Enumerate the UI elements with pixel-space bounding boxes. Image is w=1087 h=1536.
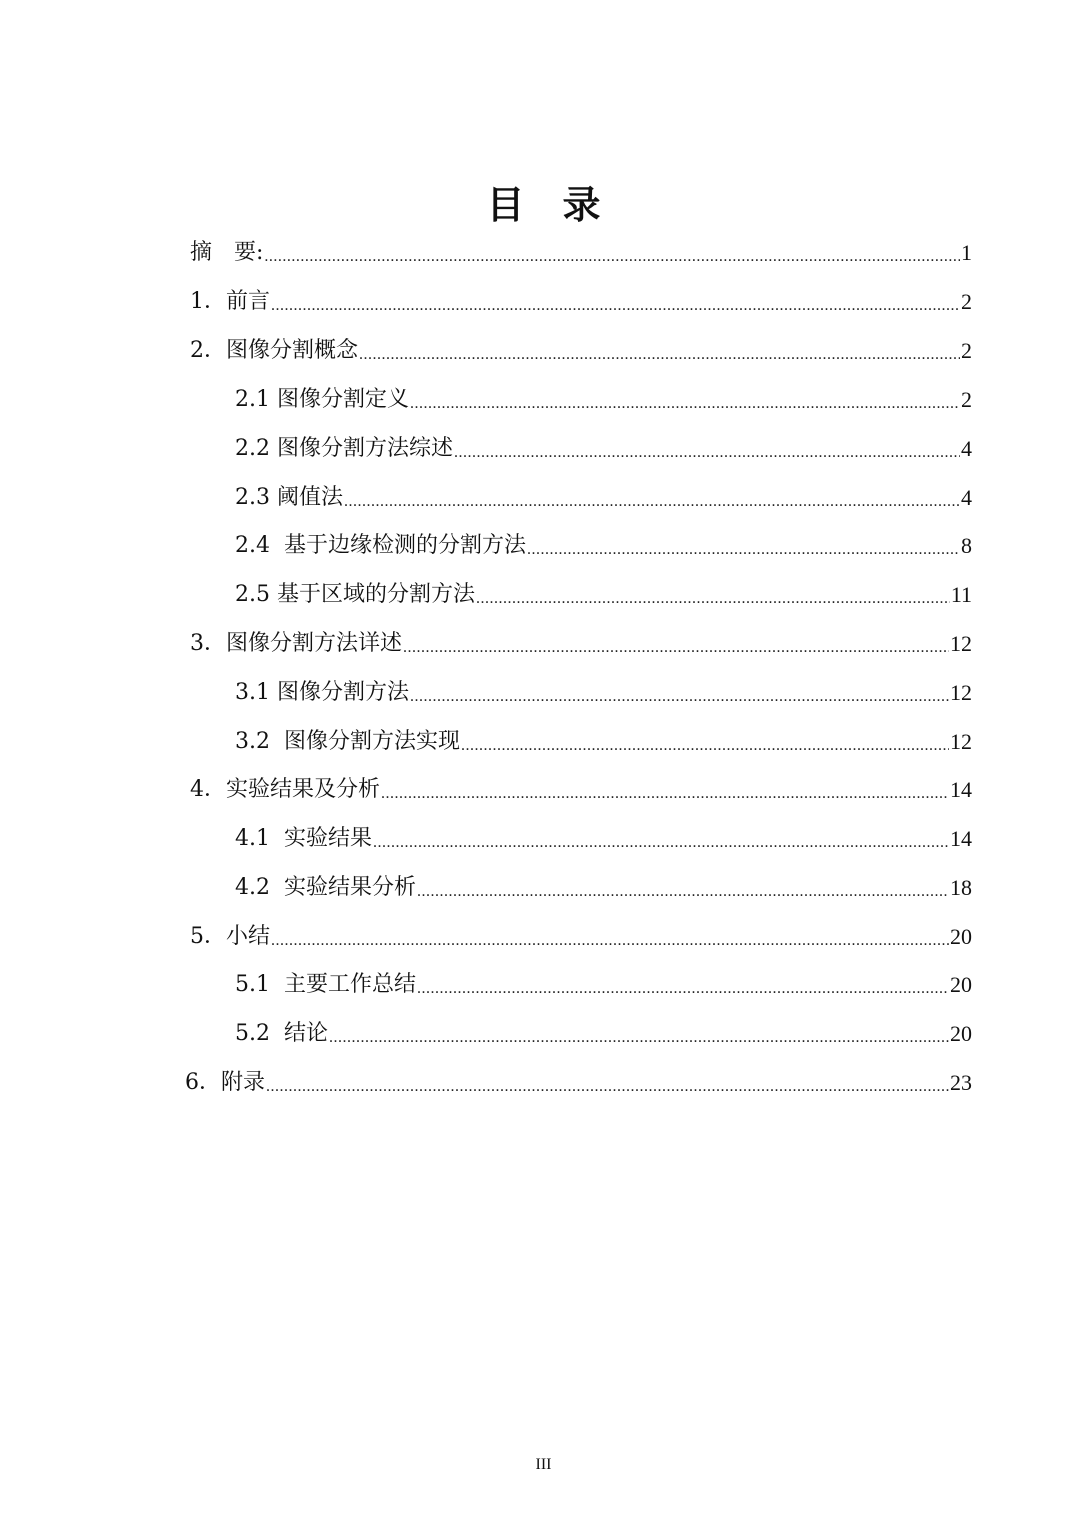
toc-entry-6[interactable] (185, 1059, 972, 1107)
toc-entry-page: 12 (950, 631, 972, 656)
toc-entry-page: 1 (961, 240, 972, 265)
toc-entry-2-3[interactable] (235, 474, 972, 522)
toc-entry-1[interactable] (190, 278, 972, 326)
toc-entry-page: 14 (950, 777, 972, 802)
toc-entry-3[interactable] (190, 620, 972, 668)
toc-entry-label: 4.2 实验结果分析 (235, 875, 416, 900)
toc-entry-4-1[interactable] (235, 815, 972, 863)
dot-leader (403, 620, 949, 668)
toc-entry-page: 8 (961, 533, 972, 558)
toc-entry-label: 3.2 图像分割方法实现 (235, 729, 460, 754)
toc-entry-page: 2 (961, 387, 972, 412)
dot-leader (271, 278, 960, 326)
dot-leader (410, 669, 949, 717)
dot-leader (329, 1010, 949, 1058)
toc-entry-page: 14 (950, 826, 972, 851)
toc-entry-4[interactable] (190, 766, 972, 814)
toc-entry-page: 2 (961, 289, 972, 314)
page-number: III (535, 1456, 552, 1473)
toc-entry-5-2[interactable] (235, 1010, 972, 1058)
toc-entry-label: 5．小结 (190, 924, 270, 949)
toc-entry-label: 3.1 图像分割方法 (235, 680, 409, 705)
toc-entry-label: 2.1 图像分割定义 (235, 387, 409, 412)
toc-entry-page: 4 (961, 436, 972, 461)
dot-leader (461, 718, 949, 766)
toc-entry-label: 5.1 主要工作总结 (235, 972, 416, 997)
dot-leader (527, 522, 960, 570)
dot-leader (476, 571, 950, 619)
toc-entry-page: 23 (950, 1070, 972, 1095)
dot-leader (417, 961, 949, 1009)
toc-entry-2-5[interactable] (235, 571, 972, 619)
toc-entry-label: 3．图像分割方法详述 (190, 631, 402, 656)
toc-entry-label: 摘 要: (190, 240, 264, 265)
dot-leader (373, 815, 949, 863)
toc-entry-label: 4．实验结果及分析 (190, 777, 380, 802)
toc-entry-4-2[interactable] (235, 864, 972, 912)
toc-entry-label: 2.4 基于边缘检测的分割方法 (235, 533, 526, 558)
dot-leader (271, 913, 949, 961)
toc-entry-label: 2.3 阈值法 (235, 485, 343, 510)
toc-entry-5[interactable] (190, 913, 972, 961)
toc-entry-3-1[interactable] (235, 669, 972, 717)
toc-entry-label: 1．前言 (190, 289, 270, 314)
toc-entry-page: 12 (950, 729, 972, 754)
toc-entry-page: 11 (950, 582, 972, 607)
dot-leader (417, 864, 949, 912)
dot-leader (264, 229, 960, 277)
toc-entry-label: 6．附录 (185, 1070, 265, 1095)
toc-entry-2-4[interactable] (235, 522, 972, 570)
dot-leader (359, 327, 960, 375)
toc-entry-page: 12 (950, 680, 972, 705)
toc-entry-2-1[interactable] (235, 376, 972, 424)
toc-entry-page: 4 (961, 485, 972, 510)
toc-entry-page: 20 (950, 1021, 972, 1046)
dot-leader (410, 376, 960, 424)
toc-entry-page: 20 (950, 924, 972, 949)
dot-leader (454, 425, 960, 473)
page-title: 目 录 (486, 183, 601, 228)
toc-entry-page: 20 (950, 972, 972, 997)
toc-entry-page: 2 (961, 338, 972, 363)
toc-entry-5-1[interactable] (235, 961, 972, 1009)
toc-entry-abstract[interactable] (190, 229, 972, 277)
toc-entry-3-2[interactable] (235, 718, 972, 766)
toc-entry-label: 4.1 实验结果 (235, 826, 372, 851)
dot-leader (344, 474, 960, 522)
toc-entry-page: 18 (950, 875, 972, 900)
toc-entry-label: 2.5 基于区域的分割方法 (235, 582, 475, 607)
toc-entry-label: 2.2 图像分割方法综述 (235, 436, 453, 461)
toc-entry-label: 2．图像分割概念 (190, 338, 358, 363)
toc-entry-label: 5.2 结论 (235, 1021, 328, 1046)
toc-entry-2-2[interactable] (235, 425, 972, 473)
dot-leader (381, 766, 949, 814)
toc-entry-2[interactable] (190, 327, 972, 375)
dot-leader (266, 1059, 949, 1107)
